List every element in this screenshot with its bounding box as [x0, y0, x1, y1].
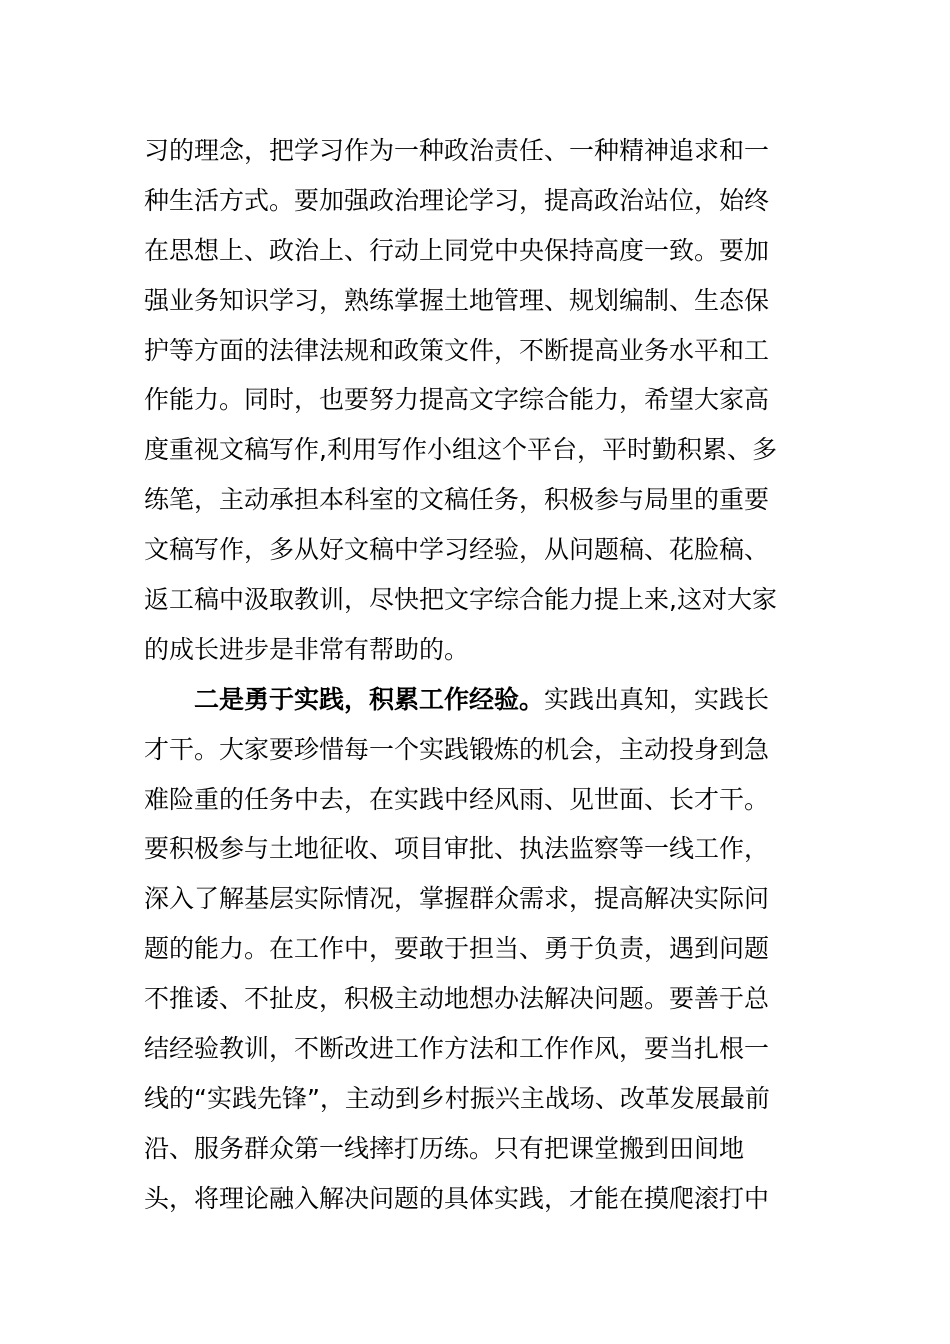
text-line: 要积极参与土地征收、项目审批、执法监察等一线工作，: [144, 834, 770, 864]
text-line: 护等方面的法律法规和政策文件，不断提高业务水平和工: [144, 335, 770, 365]
text-line: 题的能力。在工作中，要敢于担当、勇于负责，遇到问题: [144, 934, 770, 964]
text-line: 结经验教训，不断改进工作方法和工作作风，要当扎根一: [144, 1034, 770, 1064]
text-line: 种生活方式。要加强政治理论学习，提高政治站位，始终: [144, 185, 770, 215]
text-line: 度重视文稿写作,利用写作小组这个平台，平时勤积累、多: [144, 435, 777, 465]
heading-tail-text: 实践出真知，实践长: [544, 684, 770, 714]
paragraph-1: [144, 126, 816, 675]
text-line: 的成长进步是非常有帮助的。: [144, 634, 470, 664]
text-line: 返工稿中汲取教训，尽快把文字综合能力提上来,这对大家: [144, 585, 777, 615]
text-line: 强业务知识学习，熟练掌握土地管理、规划编制、生态保: [144, 285, 770, 315]
paragraph-2: [144, 675, 816, 1224]
body-text: [144, 126, 816, 1224]
text-line: 习的理念，把学习作为一种政治责任、一种精神追求和一: [144, 136, 770, 165]
text-line: 深入了解基层实际情况，掌握群众需求，提高解决实际问: [144, 884, 770, 914]
section-heading: 二是勇于实践，积累工作经验。: [194, 684, 545, 714]
text-line: 在思想上、政治上、行动上同党中央保持高度一致。要加: [144, 235, 770, 265]
text-line: 难险重的任务中去，在实践中经风雨、见世面、长才干。: [144, 784, 770, 814]
text-line: 沿、服务群众第一线摔打历练。只有把课堂搬到田间地: [144, 1133, 745, 1163]
text-line: 线的“实践先锋”，主动到乡村振兴主战场、改革发展最前: [144, 1083, 770, 1113]
text-line: 文稿写作，多从好文稿中学习经验，从问题稿、花脸稿、: [144, 535, 770, 565]
text-line: 练笔，主动承担本科室的文稿任务，积极参与局里的重要: [144, 485, 770, 515]
text-line: 才干。大家要珍惜每一个实践锻炼的机会，主动投身到急: [144, 734, 770, 764]
paragraph-first-line: [144, 675, 816, 725]
text-line: 作能力。同时，也要努力提高文字综合能力，希望大家高: [144, 385, 770, 415]
text-line: 头，将理论融入解决问题的具体实践，才能在摸爬滚打中: [144, 1183, 770, 1213]
text-line: 不推诿、不扯皮，积极主动地想办法解决问题。要善于总: [144, 984, 770, 1014]
